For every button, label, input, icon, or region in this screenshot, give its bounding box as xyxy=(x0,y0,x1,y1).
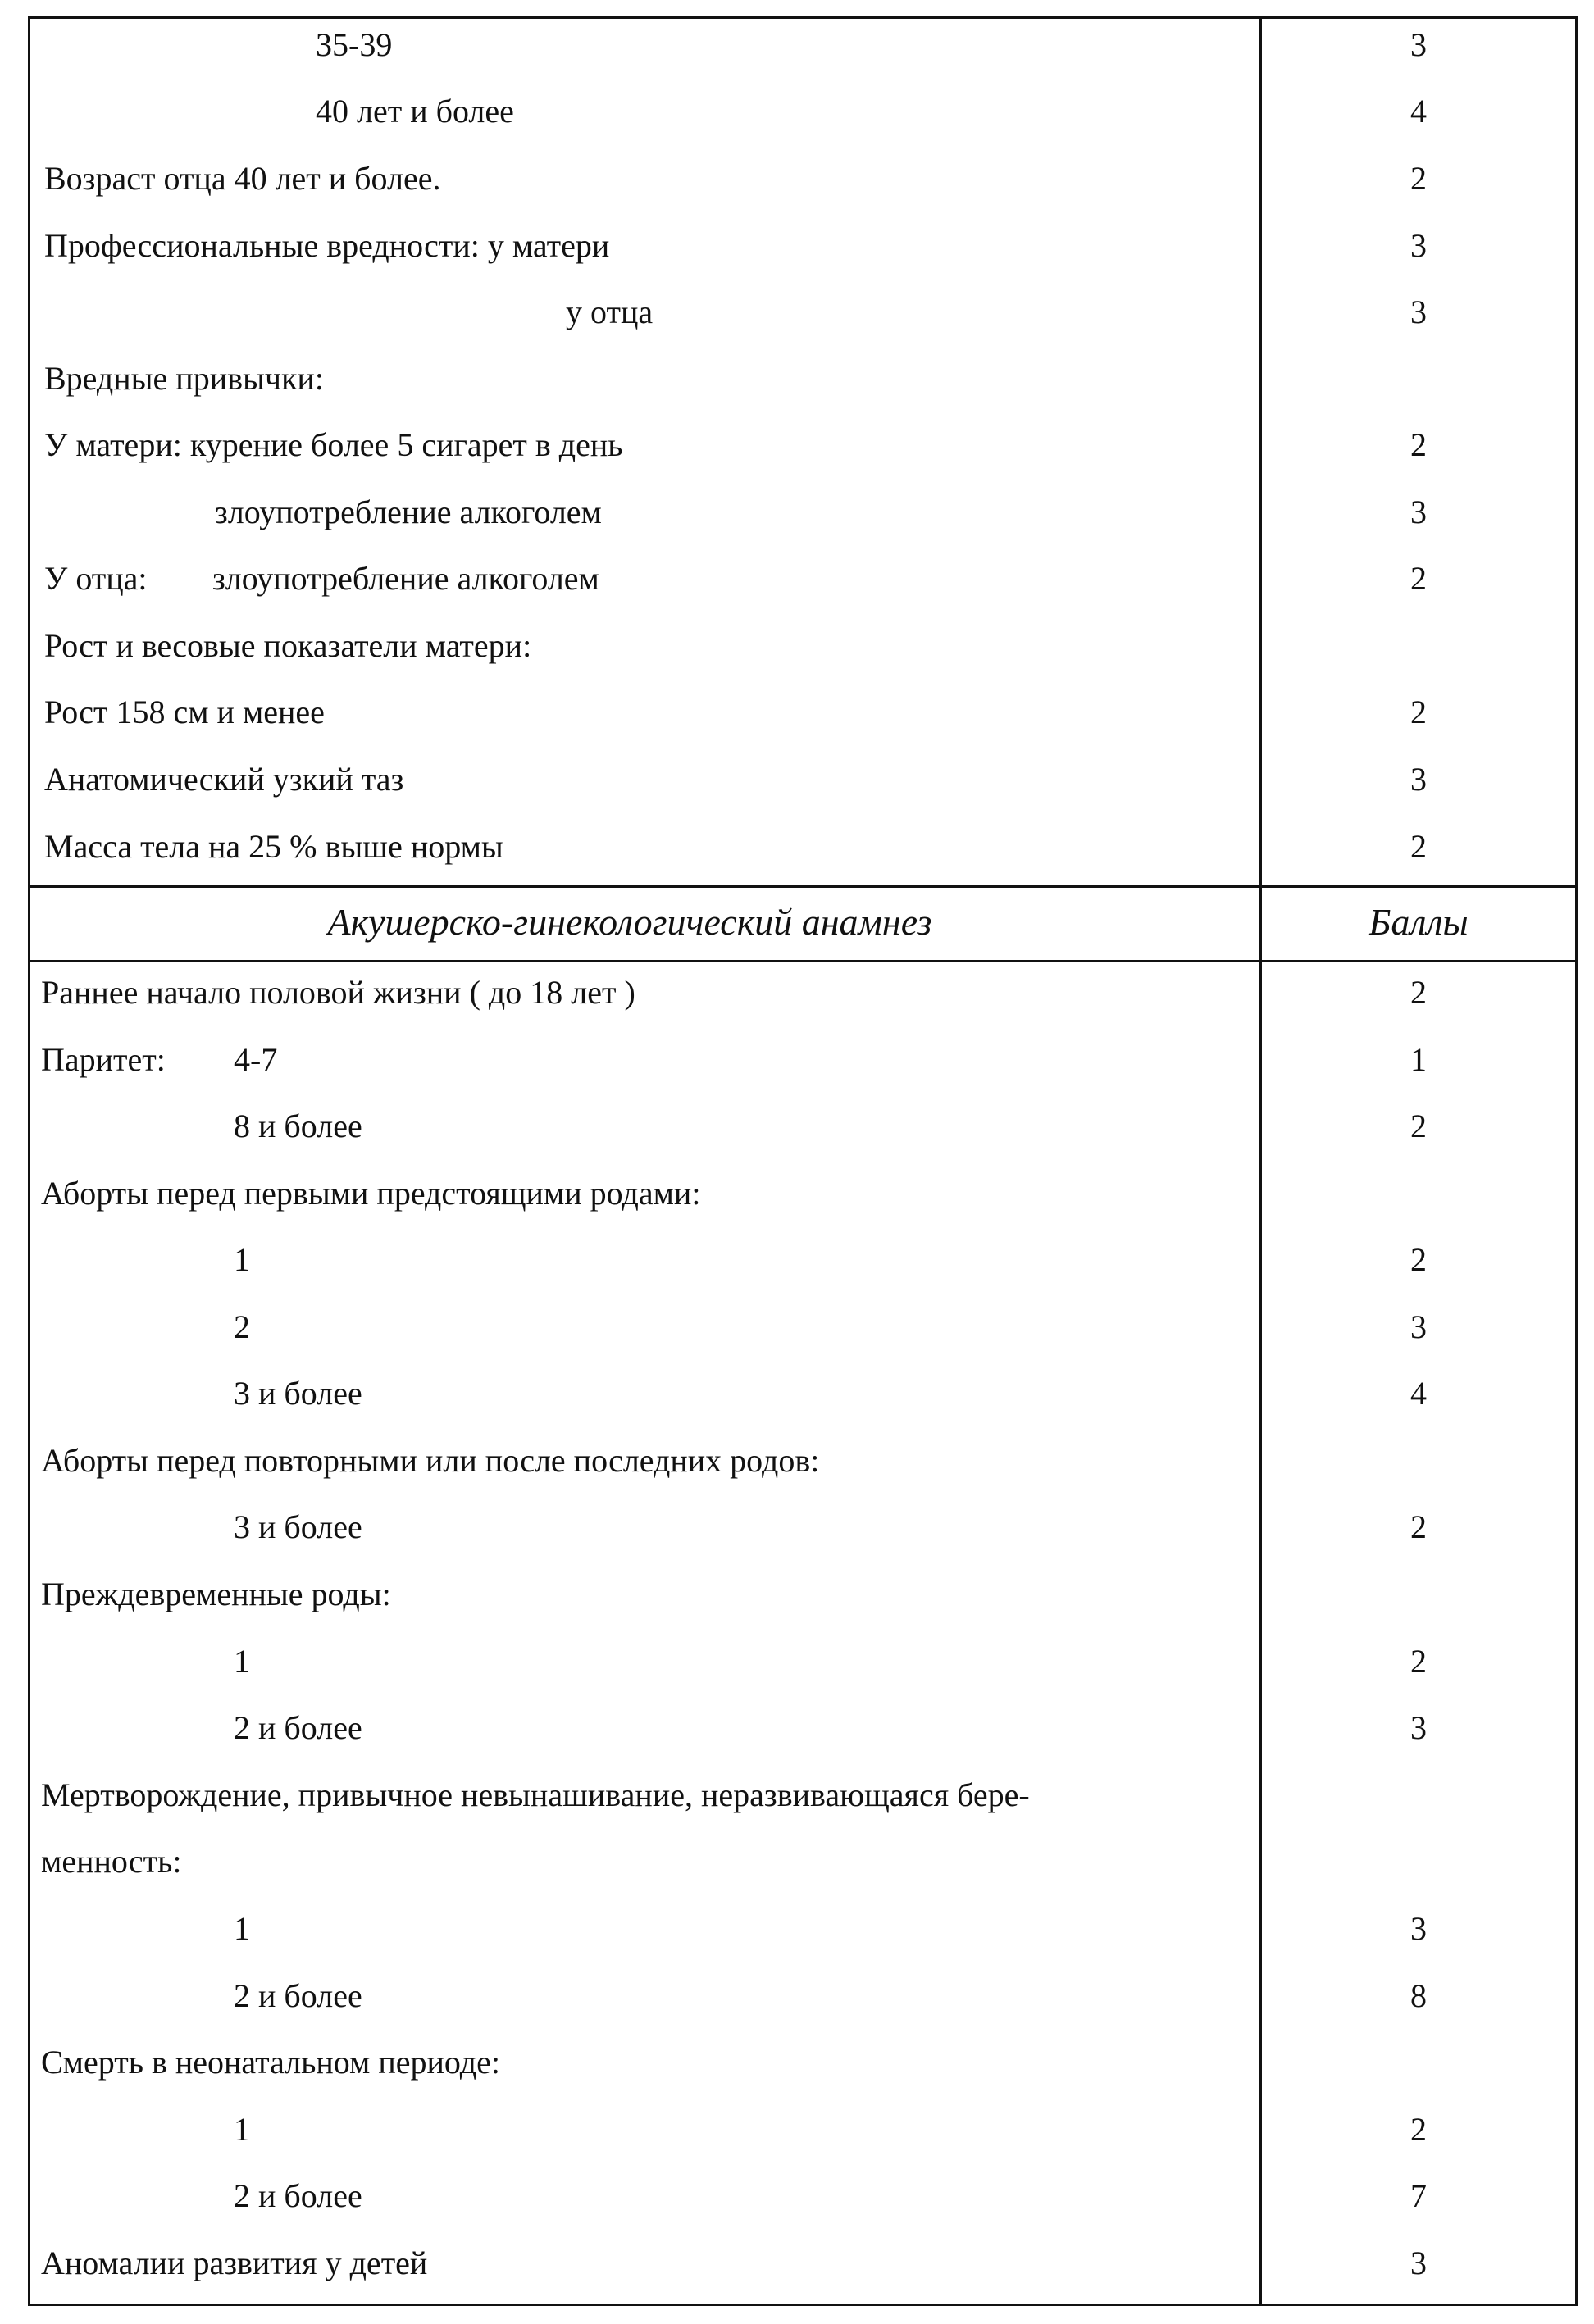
row-score xyxy=(1259,1427,1578,1494)
row-label: злоупотребление алкоголем xyxy=(215,493,602,530)
row-score: 2 xyxy=(1410,1107,1427,1144)
row-score: 2 xyxy=(1410,1643,1427,1680)
row-label: у отца xyxy=(566,293,654,330)
table-row xyxy=(0,1962,1594,2030)
row-label: 1 xyxy=(234,1643,250,1680)
row-label: Рост 158 см и менее xyxy=(44,694,325,730)
table-row xyxy=(0,11,1594,79)
table-row xyxy=(0,1694,1594,1762)
row-label: Профессиональные вредности: у матери xyxy=(44,227,610,264)
row-label: Анатомический узкий таз xyxy=(44,761,404,798)
row-label: Масса тела на 25 % выше нормы xyxy=(44,828,503,865)
row-score: 4 xyxy=(1410,93,1427,130)
table-row xyxy=(0,1561,1594,1628)
table-row xyxy=(0,1226,1594,1294)
table-row xyxy=(0,78,1594,145)
row-label: Раннее начало половой жизни ( до 18 лет ) xyxy=(41,974,635,1011)
row-score xyxy=(1259,1160,1578,1227)
row-label: Паритет: xyxy=(41,1041,166,1078)
table-row xyxy=(0,679,1594,746)
table-row xyxy=(0,1895,1594,1962)
row-score xyxy=(1259,1762,1578,1829)
table-row xyxy=(0,1360,1594,1427)
row-score: 3 xyxy=(1410,293,1427,330)
row-label: Рост и весовые показатели матери: xyxy=(44,627,532,664)
row-score: 2 xyxy=(1410,2111,1427,2148)
table-row xyxy=(0,545,1594,612)
row-label: Вредные привычки: xyxy=(44,360,324,397)
row-label: 35-39 xyxy=(316,26,393,63)
table-row xyxy=(0,479,1594,546)
table-row xyxy=(0,746,1594,813)
table-row xyxy=(0,2096,1594,2163)
row-score: 2 xyxy=(1410,1508,1427,1545)
row-score: 2 xyxy=(1410,1241,1427,1278)
row-score: 2 xyxy=(1410,828,1427,865)
row-label: Мертворождение, привычное невынашивание, неразвивающаяся бере- xyxy=(41,1776,1030,1813)
row-score: 3 xyxy=(1410,1308,1427,1345)
row-score xyxy=(1259,1828,1578,1895)
row-score xyxy=(1259,2029,1578,2096)
table-row xyxy=(0,612,1594,680)
row-score: 2 xyxy=(1410,160,1427,197)
table-row xyxy=(0,279,1594,346)
table-row xyxy=(0,1828,1594,1895)
row-label: 3 и более xyxy=(234,1375,362,1412)
row-score: 2 xyxy=(1410,560,1427,597)
table-bottom-border xyxy=(28,2304,1578,2306)
row-score xyxy=(1259,612,1578,680)
row-label: У отца: xyxy=(44,560,148,597)
row-label: 1 xyxy=(234,1241,250,1278)
row-label: Смерть в неонатальном периоде: xyxy=(41,2044,500,2081)
row-label: 2 и более xyxy=(234,2177,362,2214)
table-row xyxy=(0,2029,1594,2096)
row-label: 1 xyxy=(234,1910,250,1947)
row-label: 8 и более xyxy=(234,1107,362,1144)
row-score: 2 xyxy=(1410,694,1427,730)
row-label: Аборты перед повторными или после последних родов: xyxy=(41,1442,820,1479)
row-score: 2 xyxy=(1410,426,1427,463)
row-label-detail: злоупотребление алкоголем xyxy=(212,560,599,597)
row-label: 2 и более xyxy=(234,1977,362,2014)
table-row xyxy=(0,1026,1594,1094)
table-row xyxy=(0,1160,1594,1227)
table-row xyxy=(0,145,1594,212)
row-score: 8 xyxy=(1410,1977,1427,2014)
table-row xyxy=(0,1628,1594,1695)
row-label: Возраст отца 40 лет и более. xyxy=(44,160,441,197)
row-label: Аборты перед первыми предстоящими родами: xyxy=(41,1175,701,1212)
row-label: Преждевременные роды: xyxy=(41,1576,391,1612)
row-label: менность: xyxy=(41,1843,182,1880)
row-score: 2 xyxy=(1410,974,1427,1011)
row-label: 2 xyxy=(234,1308,250,1345)
row-label: 40 лет и более xyxy=(316,93,514,130)
row-label: 1 xyxy=(234,2111,250,2148)
table-row xyxy=(0,2230,1594,2297)
table-row xyxy=(0,1494,1594,1561)
row-score: 3 xyxy=(1410,1709,1427,1746)
section-title: Акушерско-гинекологический анамнез xyxy=(327,901,932,943)
score-column-header: Баллы xyxy=(1369,901,1469,943)
table-row xyxy=(0,1762,1594,1829)
row-score: 3 xyxy=(1410,761,1427,798)
row-score: 4 xyxy=(1410,1375,1427,1412)
row-label: 2 и более xyxy=(234,1709,362,1746)
table-row xyxy=(0,412,1594,479)
row-score: 3 xyxy=(1410,26,1427,63)
table-row xyxy=(0,1093,1594,1160)
row-label: Аномалии развития у детей xyxy=(41,2244,428,2281)
table-row xyxy=(0,1427,1594,1494)
row-score: 7 xyxy=(1410,2177,1427,2214)
row-score: 3 xyxy=(1410,1910,1427,1947)
row-score: 3 xyxy=(1410,2244,1427,2281)
table-row xyxy=(0,2163,1594,2230)
row-score xyxy=(1259,345,1578,412)
row-score: 3 xyxy=(1410,493,1427,530)
table-row xyxy=(0,813,1594,880)
table-row xyxy=(0,212,1594,280)
row-label: 3 и более xyxy=(234,1508,362,1545)
row-score: 1 xyxy=(1410,1041,1427,1078)
section-header-row xyxy=(0,887,1594,957)
row-score: 3 xyxy=(1410,227,1427,264)
table-row xyxy=(0,1294,1594,1361)
row-label: У матери: курение более 5 сигарет в день xyxy=(44,426,623,463)
table-row xyxy=(0,959,1594,1026)
row-label-detail: 4-7 xyxy=(234,1041,278,1078)
table-row xyxy=(0,345,1594,412)
row-score xyxy=(1259,1561,1578,1628)
